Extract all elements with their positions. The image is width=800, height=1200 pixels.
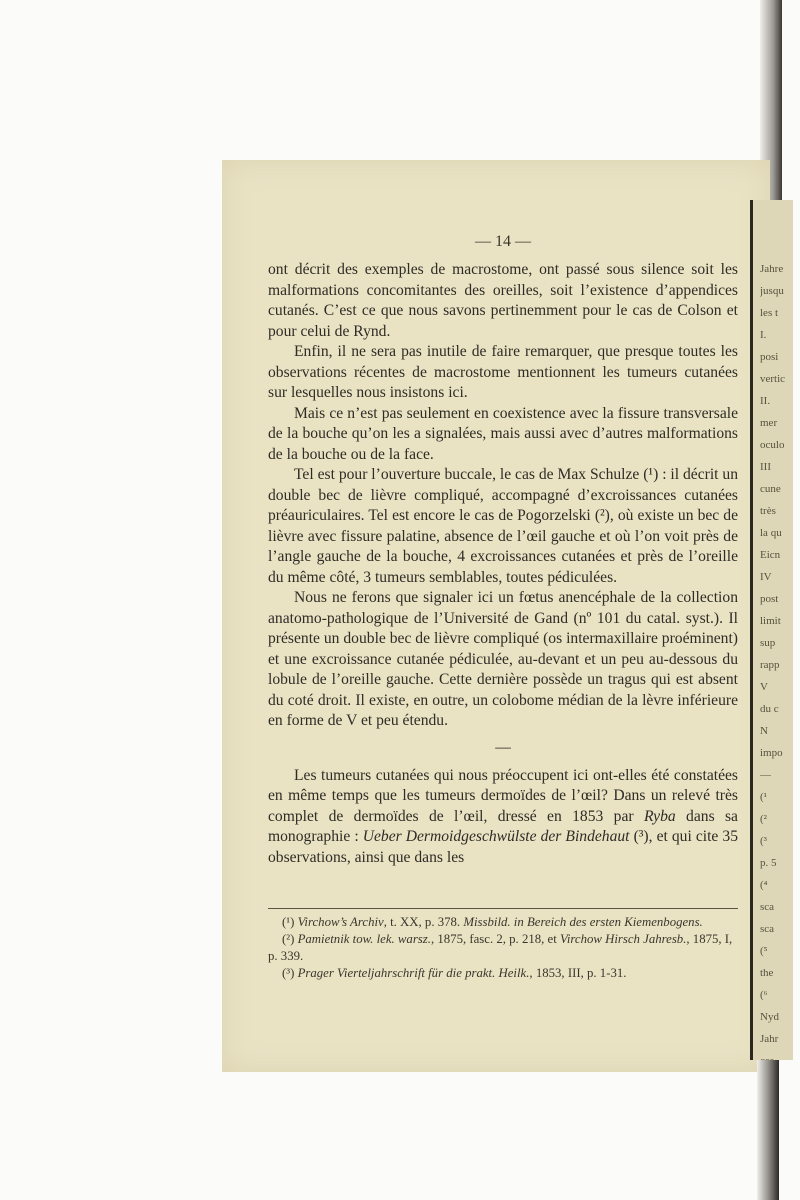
facing-fragment: I. xyxy=(760,329,767,341)
text-run: , 1875, fasc. 2, p. 218, et xyxy=(430,932,560,946)
facing-fragment: oculo xyxy=(760,439,785,451)
facing-fragment: the xyxy=(760,967,774,979)
text-run: Enfin, il ne sera pas inutile de faire remarquer, que presque toutes les observations récentes de macrostome mentionnent les tumeurs cutanées sur lesquelles nous insistons ici. xyxy=(268,343,738,401)
paragraphs-after-block xyxy=(268,766,738,869)
facing-fragment: du c xyxy=(760,703,779,715)
footnote xyxy=(268,914,738,931)
facing-fragment: (⁴ xyxy=(760,879,768,891)
facing-fragment: — xyxy=(760,769,771,781)
facing-fragment: sup xyxy=(760,637,776,649)
facing-fragment: sca xyxy=(760,923,775,935)
facing-fragment: post xyxy=(760,593,779,605)
italic-text: Prager Vierteljahrschrift für die prakt. Heilk. xyxy=(297,966,530,980)
paragraph xyxy=(268,766,738,869)
footnote-rule xyxy=(268,908,738,909)
text-run: (¹) xyxy=(282,915,298,929)
facing-fragment: (⁶ xyxy=(760,989,768,1001)
text-run: (³) xyxy=(282,966,298,980)
text-run: Tel est pour l’ouverture buccale, le cas de Max Schulze (¹) : il décrit un double bec de lièvre compliqué, accompagné d’excroissances cutanées préauriculaires. Tel est encore le cas de Pogorzelski (²), où existe un bec de lièvre avec fissure palatine, absence de l’œil gauche et où l’on voit près de l’angle gauche de la bouche, 4 excroissances cutanées et près de l’oreille du même côté, 3 tumeurs semblables, toutes pédiculées. xyxy=(268,466,738,586)
paragraph xyxy=(268,588,738,732)
main-text xyxy=(268,260,738,868)
facing-fragment: la qu xyxy=(760,527,782,539)
facing-fragment: jusqu xyxy=(760,285,784,297)
footnote xyxy=(268,965,738,982)
text-run: Les tumeurs cutanées qui nous préoccupent ici ont-elles été constatées en même temps que les tumeurs dermoïdes de l’œil? Dans un relevé très complet de dermoïdes de l’œil, dressé en 1853 par xyxy=(268,766,738,825)
facing-fragment: sca xyxy=(760,901,775,913)
facing-fragment: III xyxy=(760,461,771,473)
facing-fragment: rapp xyxy=(760,659,780,671)
facing-fragment: (¹ xyxy=(760,791,767,803)
paragraph xyxy=(268,260,738,342)
italic-text: Virchow’s Archiv xyxy=(297,915,384,929)
facing-fragment: (⁵ xyxy=(760,945,768,957)
paragraph xyxy=(268,342,738,404)
book-binding-bottom xyxy=(757,1060,779,1200)
text-run: dans sa monographie : xyxy=(268,807,738,845)
text-run: , 1875, I, p. 339. xyxy=(268,932,733,963)
facing-fragment: vertic xyxy=(760,373,786,385)
italic-text: Ueber Dermoidgeschwülste der Bindehaut xyxy=(362,828,630,845)
facing-fragment: mer xyxy=(760,417,778,429)
text-run: Nous ne ferons que signaler ici un fœtus anencéphale de la collection anatomo-pathologique de l’Université de Gand (nº 101 du catal. syst.). Il présente un double bec de lièvre compliqué (os intermaxillaire proéminent) et une excroissance cutanée pédiculée, au-devant et un peu au-dessous du lobule de l’oreille gauche. Cette dernière possède un tragus qui est absent du coté droit. Il existe, en outre, un colobome médian de la lèvre inférieure en forme de V et peu étendu. xyxy=(268,589,738,729)
italic-text: Virchow Hirsch Jahresb. xyxy=(559,932,687,946)
paragraphs-block xyxy=(268,260,738,732)
facing-fragment: N xyxy=(760,725,768,737)
section-separator: — xyxy=(495,738,511,756)
text-run: , t. XX, p. 378. xyxy=(383,915,464,929)
text-run: (²) xyxy=(282,932,298,946)
facing-fragment: Eicn xyxy=(760,549,781,561)
facing-fragment: p. 5 xyxy=(760,857,777,869)
facing-fragment: IV xyxy=(760,571,772,583)
facing-fragment: très xyxy=(760,505,776,517)
facing-fragment: impo xyxy=(760,747,783,759)
paragraph xyxy=(268,465,738,588)
facing-page-text xyxy=(760,258,800,1072)
text-run: ont décrit des exemples de macrostome, ont passé sous silence soit les malformations concomitantes des oreilles, soit l’existence d’appendices cutanés. C’est ce que nous savons pertinemment pour le cas de Colson et pour celui de Rynd. xyxy=(268,261,738,340)
footnote xyxy=(268,931,738,965)
facing-fragment: (³ xyxy=(760,835,767,847)
facing-fragment: (² xyxy=(760,813,767,825)
facing-fragment: cune xyxy=(760,483,781,495)
facing-fragment: Jahre xyxy=(760,263,784,275)
facing-fragment: limit xyxy=(760,615,781,627)
facing-fragment: Jahr xyxy=(760,1033,779,1045)
facing-fragment: les t xyxy=(760,307,779,319)
facing-fragment: posi xyxy=(760,351,779,363)
italic-text: Pamietnik tow. lek. warsz. xyxy=(297,932,431,946)
facing-fragment: Nyd xyxy=(760,1011,779,1023)
text-run: Mais ce n’est pas seulement en coexistence avec la fissure transversale de la bouche qu’on les a signalées, mais aussi avec d’autres malformations de la bouche ou de la face. xyxy=(268,404,738,463)
footnotes xyxy=(268,914,738,982)
facing-fragment: II. xyxy=(760,395,771,407)
page-number: — 14 — xyxy=(475,233,531,250)
paragraph xyxy=(268,404,738,466)
italic-text: Ryba xyxy=(643,807,676,825)
text-run: , 1853, III, p. 1-31. xyxy=(529,966,627,980)
text-run: (³), et qui cite 35 observations, ainsi que dans les xyxy=(268,828,738,866)
italic-text: Missbild. in Bereich des ersten Kiemenbogens. xyxy=(463,915,703,929)
facing-fragment: V xyxy=(760,681,768,693)
